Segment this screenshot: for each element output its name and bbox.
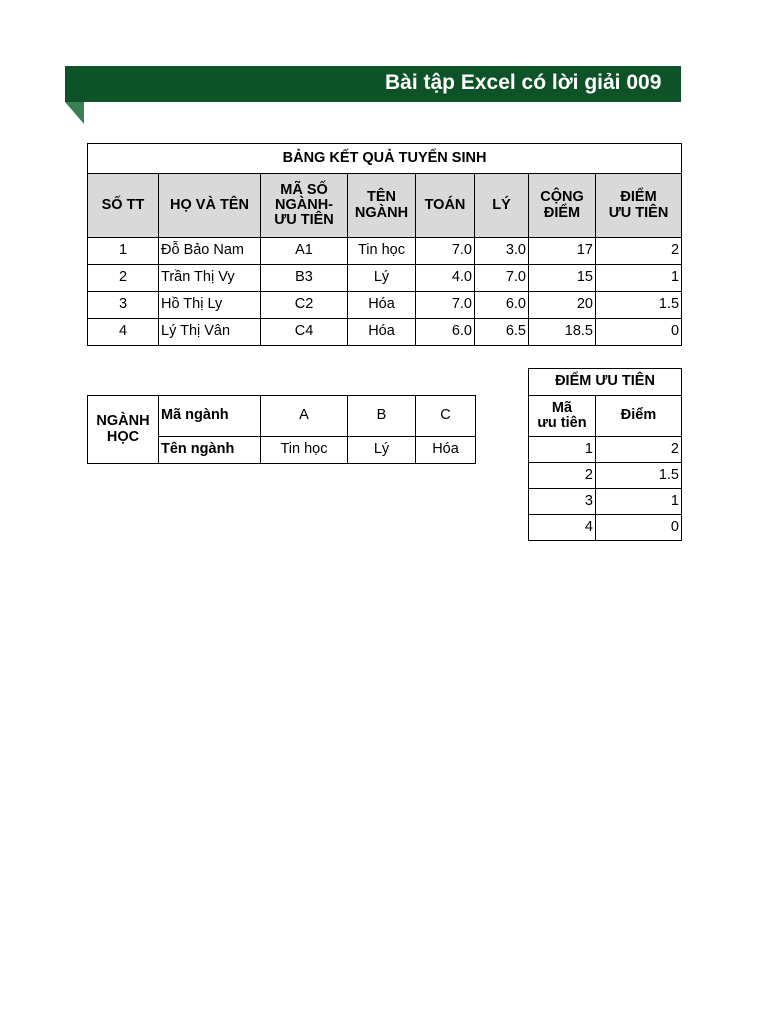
header-cong-diem-line: ĐIỂM [543, 204, 581, 221]
cell-priority-score: 0 [596, 319, 682, 346]
priority-code: 2 [529, 463, 596, 489]
priority-score: 0 [596, 515, 682, 541]
major-name-b: Lý [348, 437, 416, 464]
cell-math: 7.0 [416, 292, 475, 319]
cell-name: Hồ Thị Ly [159, 292, 261, 319]
priority-code-header [529, 396, 596, 437]
cell-major: Lý [348, 265, 416, 292]
major-group-label [88, 396, 159, 464]
cell-physics: 7.0 [475, 265, 529, 292]
cell-total: 18.5 [529, 319, 596, 346]
major-code-a: A [261, 396, 348, 437]
header-ten-nganh [348, 174, 416, 238]
cell-priority-score: 2 [596, 238, 682, 265]
priority-code: 1 [529, 437, 596, 463]
header-ma-so [261, 174, 348, 238]
cell-code: B3 [261, 265, 348, 292]
cell-total: 15 [529, 265, 596, 292]
major-name-a: Tin học [261, 437, 348, 464]
priority-score: 1.5 [596, 463, 682, 489]
header-ma-so-line: MÃ SỐ [280, 181, 328, 198]
cell-total: 17 [529, 238, 596, 265]
major-code-label: Mã ngành [159, 396, 261, 437]
priority-score: 1 [596, 489, 682, 515]
cell-name: Lý Thị Vân [159, 319, 261, 346]
priority-table-title: ĐIỂM ƯU TIÊN [529, 369, 682, 396]
cell-code: C2 [261, 292, 348, 319]
table-row [88, 265, 682, 292]
major-code-b: B [348, 396, 416, 437]
major-table [87, 395, 476, 464]
table-row [529, 515, 682, 541]
header-so-tt-line: SỐ TT [101, 196, 145, 213]
table-row [88, 238, 682, 265]
cell-physics: 3.0 [475, 238, 529, 265]
page-title: Bài tập Excel có lời giải 009 [385, 71, 662, 94]
header-so-tt [88, 174, 159, 238]
priority-score: 2 [596, 437, 682, 463]
cell-code: C4 [261, 319, 348, 346]
cell-stt: 3 [88, 292, 159, 319]
results-body [88, 238, 682, 346]
priority-code: 4 [529, 515, 596, 541]
cell-stt: 2 [88, 265, 159, 292]
cell-major: Tin học [348, 238, 416, 265]
header-toan-line: TOÁN [424, 196, 466, 213]
cell-priority-score: 1.5 [596, 292, 682, 319]
header-diem-uu-tien-line: ƯU TIÊN [608, 204, 669, 221]
cell-major: Hóa [348, 292, 416, 319]
priority-body [529, 437, 682, 541]
cell-physics: 6.5 [475, 319, 529, 346]
priority-score-header: Điểm [596, 396, 682, 437]
header-ten-nganh-line: TÊN [367, 189, 396, 206]
cell-physics: 6.0 [475, 292, 529, 319]
header-ly-line: LÝ [492, 196, 511, 213]
priority-code-header-line-1: Mã [551, 399, 573, 416]
table-row [529, 489, 682, 515]
cell-stt: 4 [88, 319, 159, 346]
cell-name: Đỗ Bảo Nam [159, 238, 261, 265]
cell-code: A1 [261, 238, 348, 265]
header-ten-nganh-line: NGÀNH [354, 204, 409, 221]
major-group-label-line-2: HỌC [106, 428, 140, 445]
header-diem-uu-tien-line: ĐIỂM [620, 189, 657, 206]
cell-total: 20 [529, 292, 596, 319]
cell-name: Trần Thị Vy [159, 265, 261, 292]
table-row [529, 437, 682, 463]
title-banner [65, 66, 681, 102]
cell-math: 7.0 [416, 238, 475, 265]
cell-math: 4.0 [416, 265, 475, 292]
table-row [88, 292, 682, 319]
cell-math: 6.0 [416, 319, 475, 346]
priority-table [528, 368, 682, 541]
header-diem-uu-tien [596, 174, 682, 238]
header-ho-va-ten [159, 174, 261, 238]
results-table [87, 143, 682, 346]
priority-code-header-line-2: ưu tiên [537, 415, 587, 431]
major-name-c: Hóa [416, 437, 476, 464]
major-name-label: Tên ngành [159, 437, 261, 464]
cell-priority-score: 1 [596, 265, 682, 292]
major-code-c: C [416, 396, 476, 437]
header-cong-diem [529, 174, 596, 238]
header-cong-diem-line: CỘNG [540, 189, 584, 206]
results-header-row [88, 174, 682, 238]
banner-fold [65, 102, 84, 124]
header-ma-so-line: NGÀNH- [275, 196, 333, 213]
table-row [88, 319, 682, 346]
header-ly [475, 174, 529, 238]
table-row [529, 463, 682, 489]
cell-major: Hóa [348, 319, 416, 346]
header-ma-so-line: ƯU TIÊN [274, 212, 334, 229]
header-ho-va-ten-line: HỌ VÀ TÊN [170, 196, 249, 213]
cell-stt: 1 [88, 238, 159, 265]
priority-code: 3 [529, 489, 596, 515]
major-group-label-line-1: NGÀNH [96, 413, 150, 430]
results-table-title: BẢNG KẾT QUẢ TUYỂN SINH [88, 144, 682, 174]
header-toan [416, 174, 475, 238]
